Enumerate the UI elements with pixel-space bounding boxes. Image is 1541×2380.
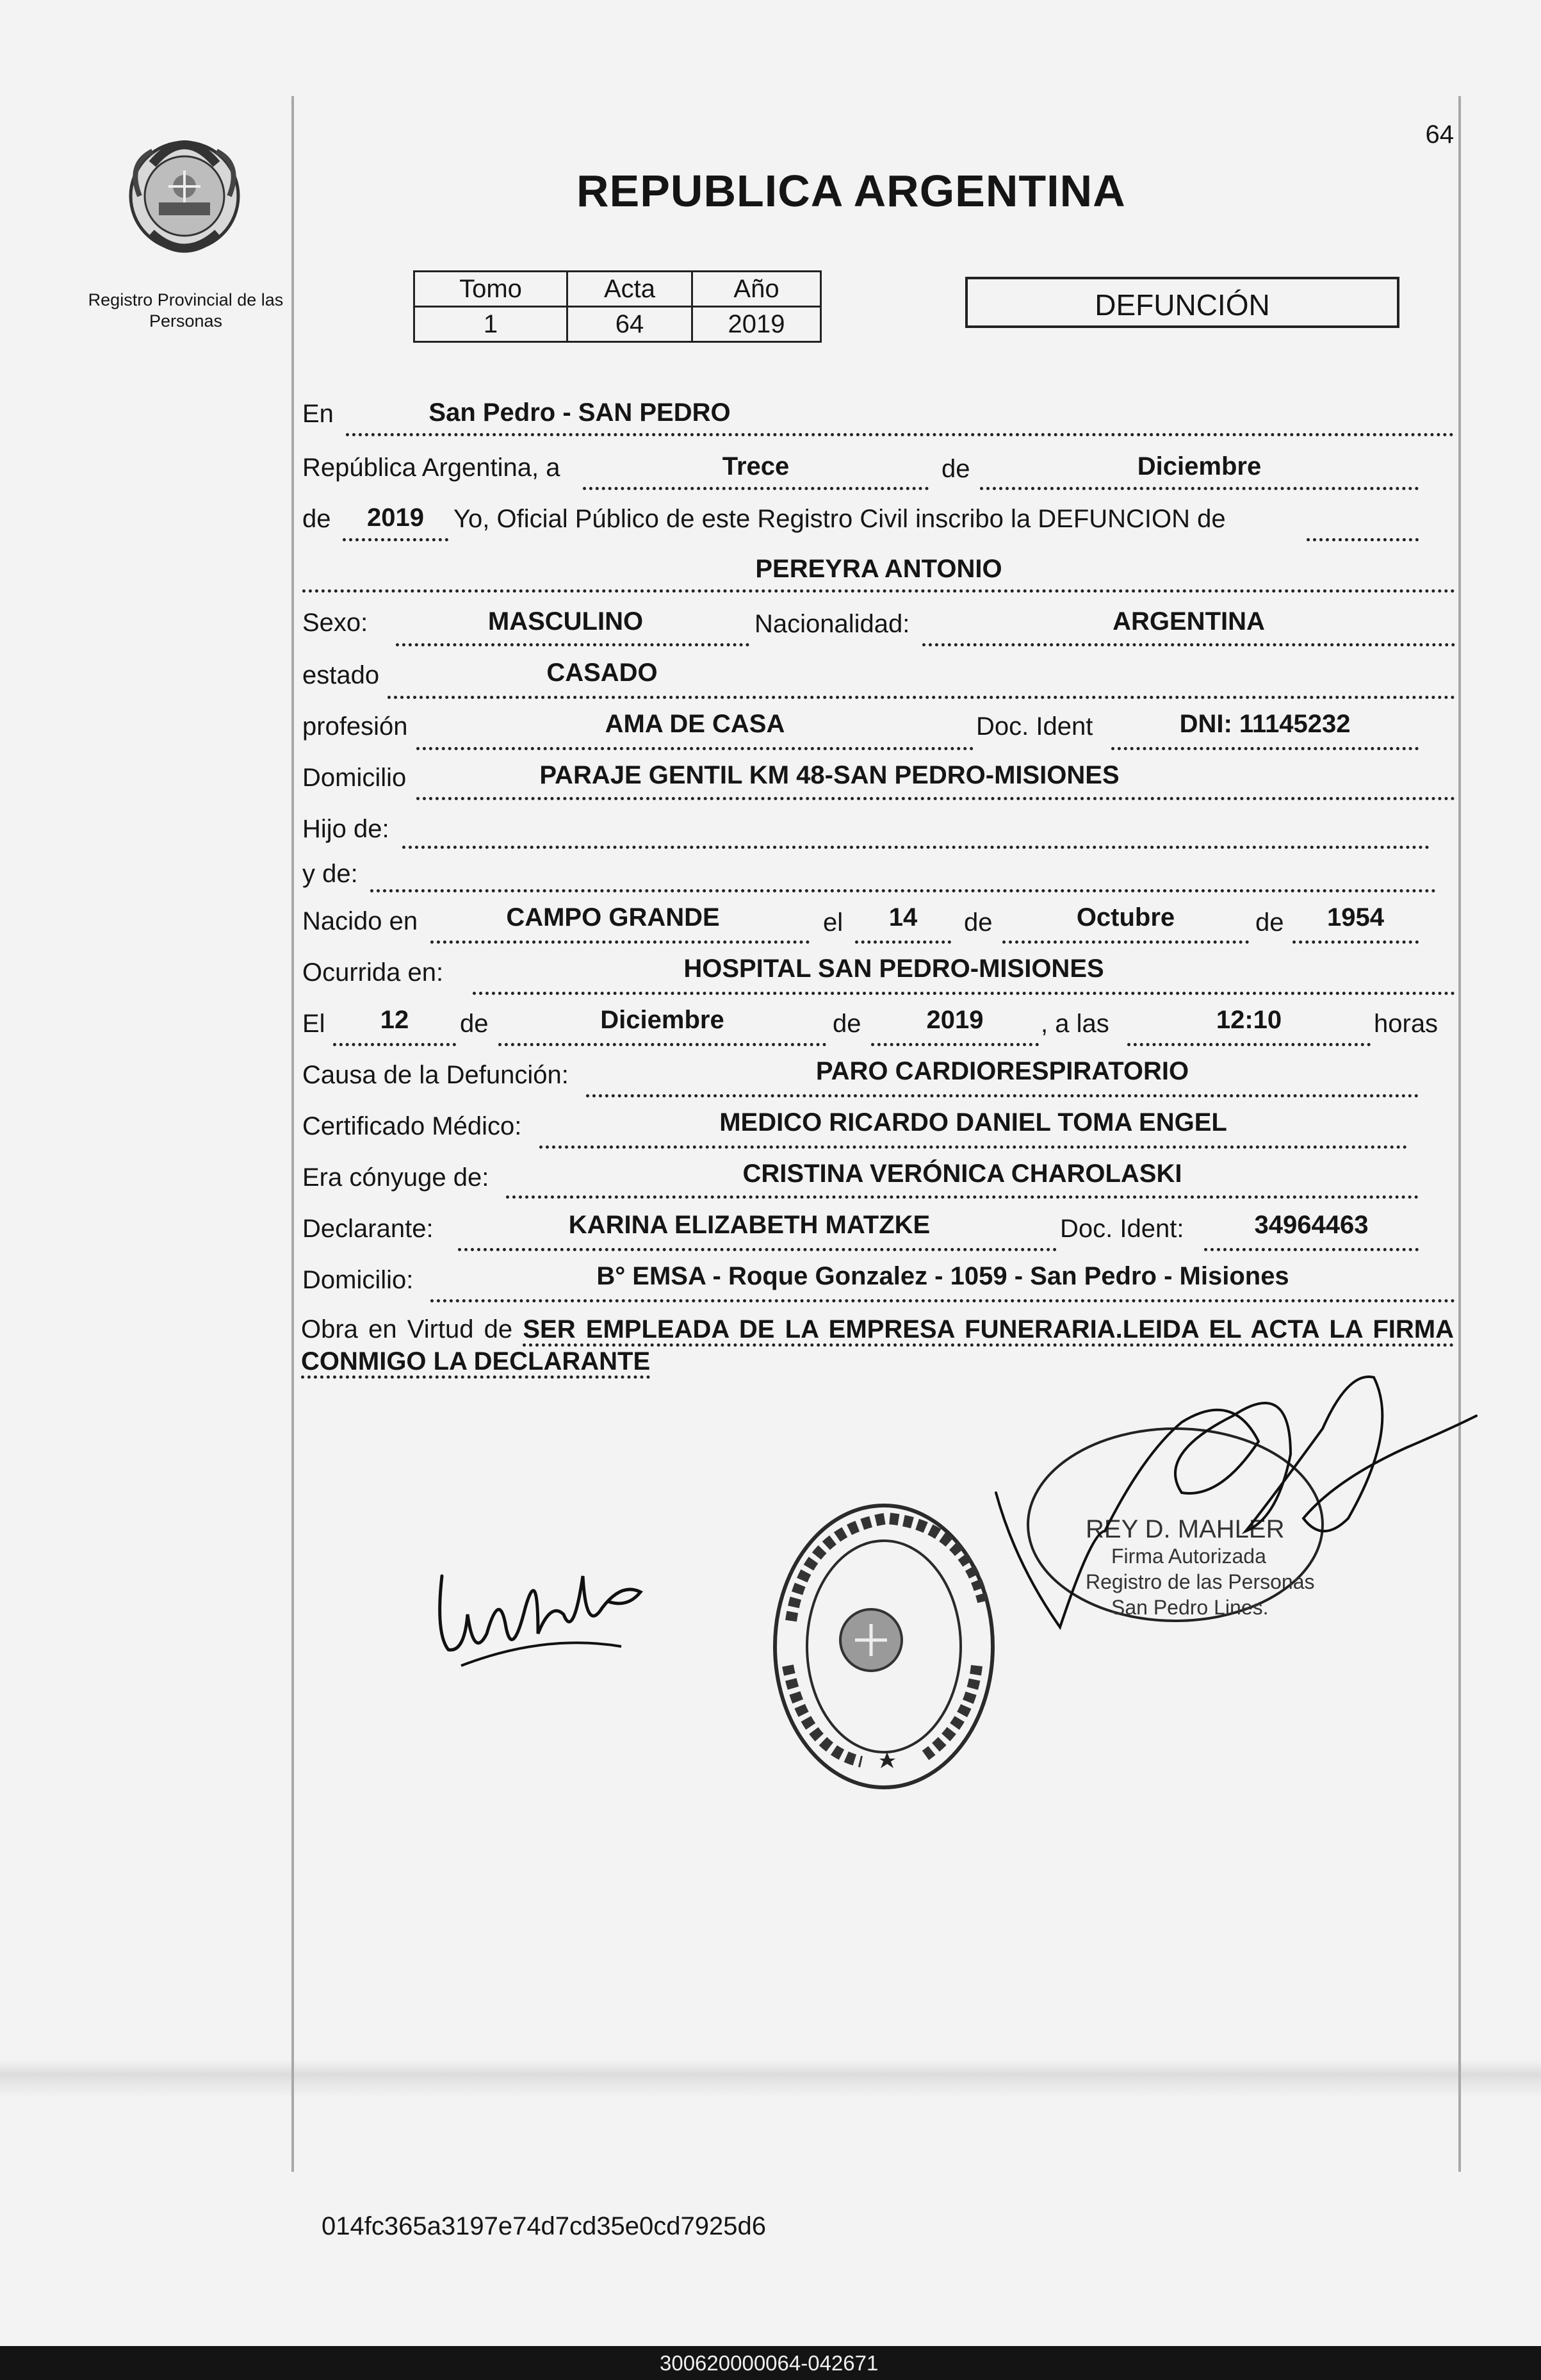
ocurrida-label: Ocurrida en: xyxy=(302,958,444,987)
dotted-line xyxy=(458,1248,1057,1251)
dotted-line xyxy=(430,940,810,944)
anio-header: Año xyxy=(692,272,821,307)
document-hash: 014fc365a3197e74d7cd35e0cd7925d6 xyxy=(322,2212,767,2240)
domicilio2-label: Domicilio: xyxy=(302,1266,414,1294)
declarante-value: KARINA ELIZABETH MATZKE xyxy=(568,1211,931,1239)
oficial-text: Yo, Oficial Público de este Registro Civil inscribo la DEFUNCION de xyxy=(453,505,1226,533)
place-value: San Pedro - SAN PEDRO xyxy=(428,398,731,427)
causa-label: Causa de la Defunción: xyxy=(302,1061,569,1089)
dotted-line xyxy=(343,538,448,541)
death-day-value: 12 xyxy=(380,1006,409,1034)
footer-code: 300620000064-042671 xyxy=(660,2351,879,2375)
birth-month-value: Octubre xyxy=(1076,903,1175,931)
certificado-value: MEDICO RICARDO DANIEL TOMA ENGEL xyxy=(719,1108,1227,1137)
y-de-label: y de: xyxy=(302,860,358,888)
dotted-line xyxy=(333,1043,456,1046)
dotted-line xyxy=(416,747,974,750)
declarant-signature xyxy=(429,1538,660,1678)
horas-label: horas xyxy=(1374,1010,1439,1038)
sexo-label: Sexo: xyxy=(302,609,368,637)
country-title: REPUBLICA ARGENTINA xyxy=(576,166,1126,216)
doc-ident-value: DNI: 11145232 xyxy=(1179,710,1351,738)
domicilio2-value: B° EMSA - Roque Gonzalez - 1059 - San Pedro - Misiones xyxy=(596,1262,1289,1290)
dotted-line xyxy=(473,992,1455,995)
day-words-value: Trece xyxy=(722,452,790,480)
dotted-line xyxy=(586,1094,1419,1097)
month-value: Diciembre xyxy=(1137,452,1262,480)
nacionalidad-label: Nacionalidad: xyxy=(754,610,910,638)
de-label: de xyxy=(833,1010,861,1038)
record-type-box: DEFUNCIÓN xyxy=(965,277,1399,328)
dotted-line xyxy=(370,889,1436,892)
registry-name: Registro Provincial de las Personas xyxy=(88,290,284,331)
dotted-line xyxy=(396,643,749,646)
hijo-de-label: Hijo de: xyxy=(302,815,389,843)
ocurrida-value: HOSPITAL SAN PEDRO-MISIONES xyxy=(683,955,1104,983)
birth-day-value: 14 xyxy=(888,903,918,931)
dotted-line xyxy=(430,1299,1455,1302)
de-label: de xyxy=(964,908,993,937)
delegation-round-stamp xyxy=(765,1493,1002,1800)
acta-value: 64 xyxy=(567,307,692,342)
dotted-line xyxy=(1111,747,1419,750)
dotted-line xyxy=(1292,940,1419,944)
de-label: de xyxy=(460,1010,489,1038)
dotted-line xyxy=(506,1195,1419,1199)
page-number: 64 xyxy=(1425,120,1454,149)
profesion-value: AMA DE CASA xyxy=(605,710,785,738)
dotted-line xyxy=(302,589,1455,593)
dotted-line xyxy=(922,643,1455,646)
dotted-line xyxy=(871,1043,1039,1046)
conyuge-value: CRISTINA VERÓNICA CHAROLASKI xyxy=(742,1160,1182,1188)
de-label: de xyxy=(942,455,970,483)
svg-text:Registro de las Personas: Registro de las Personas xyxy=(1086,1570,1315,1593)
provincial-seal-logo xyxy=(114,126,255,267)
dotted-line xyxy=(1307,538,1419,541)
obra-text: SER EMPLEADA DE LA EMPRESA FUNERARIA.LEIDA EL ACTA LA FIRMA CONMIGO LA DECLARANTE xyxy=(301,1315,1454,1379)
causa-value: PARO CARDIORESPIRATORIO xyxy=(815,1057,1189,1085)
dotted-line xyxy=(1204,1248,1419,1251)
svg-text:Firma Autorizada: Firma Autorizada xyxy=(1111,1545,1266,1568)
dotted-line xyxy=(346,433,1454,436)
dotted-line xyxy=(387,696,1455,699)
official-signature-stamp xyxy=(990,1352,1483,1678)
volume-table xyxy=(413,270,822,343)
republica-label: República Argentina, a xyxy=(302,454,560,482)
sexo-value: MASCULINO xyxy=(487,607,644,636)
doc-ident-label: Doc. Ident xyxy=(976,712,1093,741)
dotted-line xyxy=(980,487,1419,490)
doc-ident2-value: 34964463 xyxy=(1254,1211,1369,1239)
a-las-label: , a las xyxy=(1041,1010,1109,1038)
en-label: En xyxy=(302,400,334,428)
de-label: de xyxy=(1255,908,1284,937)
de-label: de xyxy=(302,505,331,533)
obra-label: Obra en Virtud de xyxy=(301,1315,513,1343)
margin-line-left xyxy=(291,96,294,2172)
dotted-line xyxy=(416,797,1455,800)
certificado-label: Certificado Médico: xyxy=(302,1112,522,1140)
el-label: el xyxy=(823,908,844,937)
death-time-value: 12:10 xyxy=(1216,1006,1282,1034)
estado-value: CASADO xyxy=(546,659,658,687)
dotted-line xyxy=(855,940,951,944)
birth-year-value: 1954 xyxy=(1327,903,1384,931)
dotted-line xyxy=(498,1043,826,1046)
nacido-en-label: Nacido en xyxy=(302,907,418,935)
domicilio-value: PARAJE GENTIL KM 48-SAN PEDRO-MISIONES xyxy=(539,761,1120,789)
year-value: 2019 xyxy=(367,504,424,532)
dotted-line xyxy=(583,487,929,490)
el-cap-label: El xyxy=(302,1010,325,1038)
acta-header: Acta xyxy=(567,272,692,307)
nacionalidad-value: ARGENTINA xyxy=(1113,607,1265,636)
dotted-line xyxy=(539,1145,1407,1149)
dotted-line xyxy=(402,846,1430,849)
doc-ident2-label: Doc. Ident: xyxy=(1060,1215,1184,1243)
scan-band xyxy=(0,2060,1541,2098)
tomo-value: 1 xyxy=(414,307,567,342)
svg-text:San Pedro Lines.: San Pedro Lines. xyxy=(1111,1596,1269,1619)
death-month-value: Diciembre xyxy=(600,1006,724,1034)
deceased-name-value: PEREYRA ANTONIO xyxy=(755,555,1002,583)
scan-footer-bar xyxy=(0,2346,1541,2380)
tomo-header: Tomo xyxy=(414,272,567,307)
dotted-line xyxy=(1127,1043,1371,1046)
margin-line-right xyxy=(1458,96,1461,2172)
death-year-value: 2019 xyxy=(926,1006,984,1034)
declarante-label: Declarante: xyxy=(302,1215,434,1243)
anio-value: 2019 xyxy=(692,307,821,342)
svg-text:REY D. MAHLER: REY D. MAHLER xyxy=(1086,1515,1285,1543)
estado-label: estado xyxy=(302,661,380,689)
profesion-label: profesión xyxy=(302,712,408,741)
domicilio-label: Domicilio xyxy=(302,764,407,792)
dotted-line xyxy=(1002,940,1249,944)
birth-place-value: CAMPO GRANDE xyxy=(506,903,720,931)
conyuge-label: Era cónyuge de: xyxy=(302,1163,489,1192)
